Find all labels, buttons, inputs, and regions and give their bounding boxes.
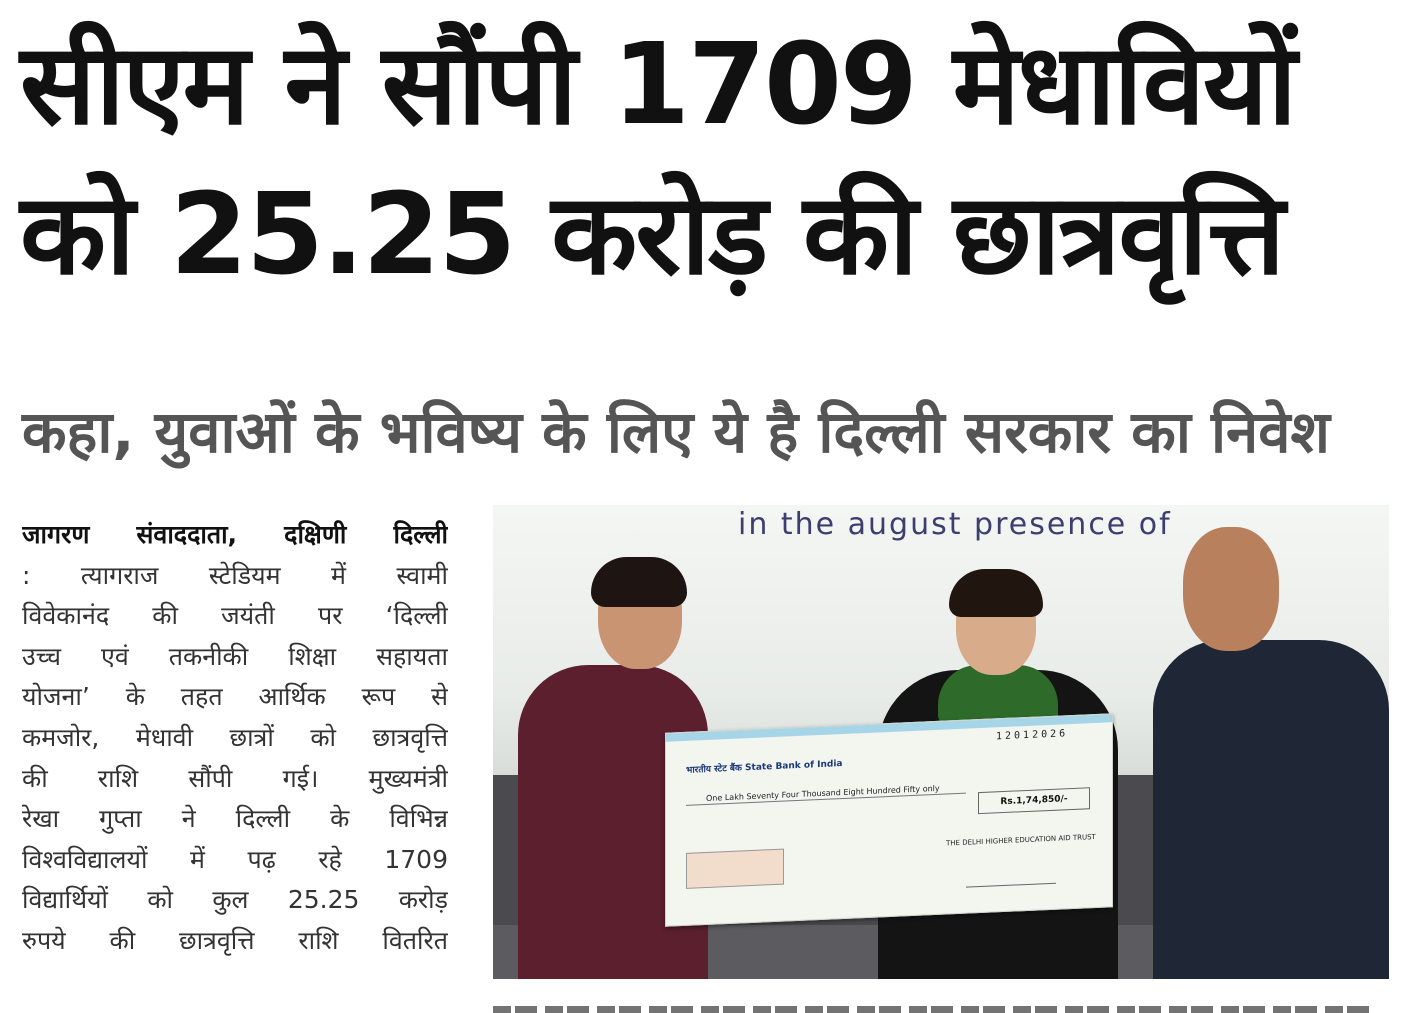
cheque-amount-words: One Lakh Seventy Four Thousand Eight Hundred Fifty only xyxy=(706,783,940,803)
headline-line-2: को 25.25 करोड़ की छात्रवृत्ति xyxy=(20,170,1284,300)
photo-caption-cropped xyxy=(493,996,1389,1013)
cheque-signature xyxy=(966,857,1056,888)
article-line: विद्यार्थियों को कुल 25.25 करोड़ xyxy=(22,885,448,915)
article-line: रेखा गुप्ता ने दिल्ली के विभिन्न xyxy=(22,804,448,834)
article-line: रुपये की छात्रवृत्ति राशि वितरित xyxy=(22,925,448,955)
caption-text-fragment xyxy=(493,1006,1373,1013)
woman-left-hair xyxy=(591,557,687,607)
headline-line-1: सीएम ने सौंपी 1709 मेधावियों xyxy=(20,20,1295,150)
article-line: की राशि सौंपी गई। मुख्यमंत्री xyxy=(22,763,448,793)
screen-text: in the august presence of xyxy=(738,507,1172,542)
article-line: : त्यागराज स्टेडियम में स्वामी xyxy=(22,560,448,590)
cheque-bank-name: भारतीय स्टेट बैंक State Bank of India xyxy=(686,759,843,776)
headline xyxy=(20,10,1390,310)
ceremonial-cheque xyxy=(665,713,1113,927)
article-line: विश्वविद्यालयों में पढ़ रहे 1709 xyxy=(22,844,448,874)
article-line: योजना’ के तहत आर्थिक रूप से xyxy=(22,682,448,712)
article-line: कमजोर, मेधावी छात्रों को छात्रवृत्ति xyxy=(22,722,448,752)
article-body xyxy=(22,515,448,962)
article-byline: जागरण संवाददाता, दक्षिणी दिल्ली xyxy=(22,520,448,549)
subheadline: कहा, युवाओं के भविष्य के लिए ये है दिल्ली सरकार का निवेश xyxy=(22,398,1330,466)
man-right-figure xyxy=(1153,640,1389,979)
man-right-face xyxy=(1183,527,1279,651)
student-hair xyxy=(949,569,1043,617)
cheque-amount-figures: Rs.1,74,850/- xyxy=(978,787,1090,814)
news-photo xyxy=(493,505,1389,979)
cheque-account-box xyxy=(686,849,784,889)
article-line: विवेकानंद की जयंती पर ‘दिल्ली xyxy=(22,601,448,631)
cheque-date: 12012026 xyxy=(996,728,1069,743)
cheque-payer: THE DELHI HIGHER EDUCATION AID TRUST xyxy=(946,832,1096,848)
article-line: उच्च एवं तकनीकी शिक्षा सहायता xyxy=(22,641,448,671)
